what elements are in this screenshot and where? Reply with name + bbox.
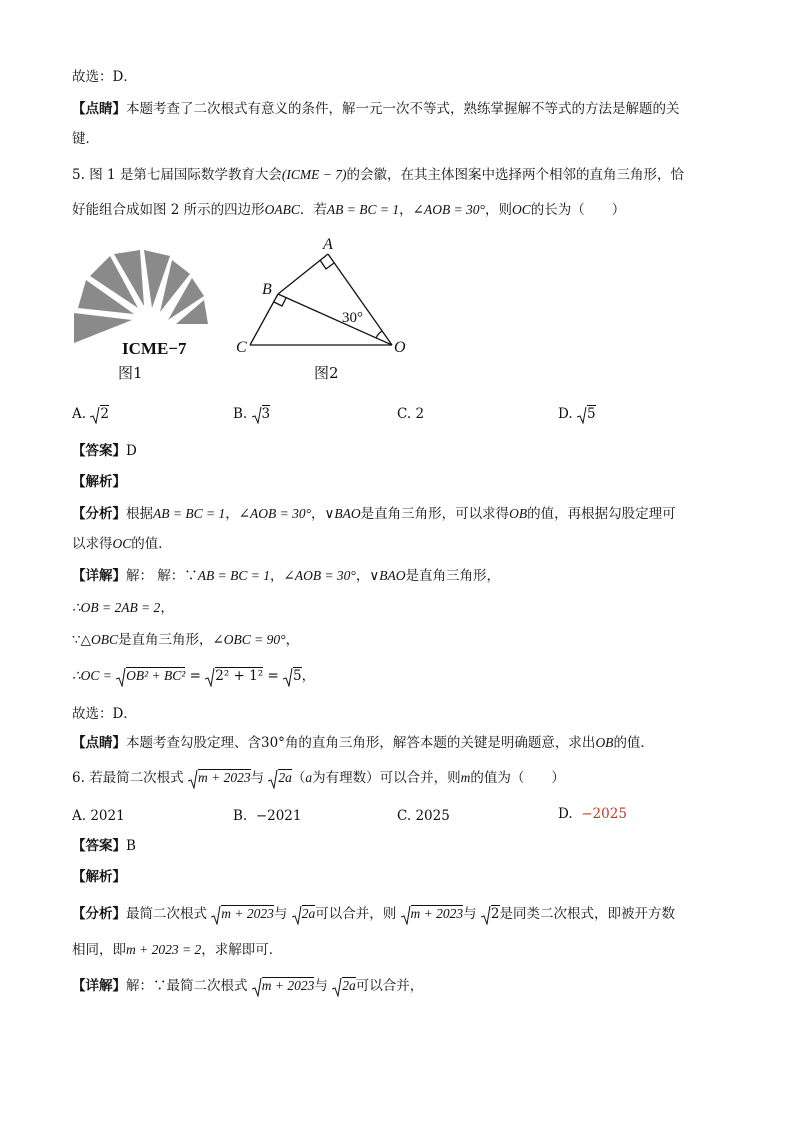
option-a-value: 2021 (90, 808, 125, 824)
option-d-value: −2025 (581, 806, 627, 822)
math: a (305, 770, 313, 785)
option-d-label: D. (558, 806, 573, 822)
math: ∠AOB = 30° (283, 568, 356, 583)
text: 是直角三角形，可以求得 (360, 506, 510, 522)
text: ， (270, 568, 284, 584)
text: 是同类二次根式，即被开方数 (499, 906, 675, 922)
radicand: 5 (293, 668, 302, 684)
sqrt-sign-icon (252, 977, 262, 997)
radicand: 2a (301, 906, 316, 921)
option-b-radicand: 3 (261, 406, 271, 422)
q6-number: 6. (72, 770, 85, 786)
q5-stem-line-2 (72, 200, 625, 220)
text: ， (160, 600, 174, 616)
option-d-radicand: 5 (586, 406, 596, 422)
text: 与 (273, 906, 288, 922)
q5-option-c[interactable] (397, 404, 424, 424)
text: 相同，即 (72, 942, 126, 958)
sqrt-sign-icon (116, 667, 126, 687)
q5-fenxi-line-2 (72, 534, 172, 554)
q6-option-a[interactable] (72, 806, 125, 826)
text: 解： 解：∵ (126, 568, 198, 584)
math: OB (509, 506, 528, 521)
text: 以求得 (72, 536, 113, 552)
sqrt-sign-icon (283, 667, 293, 687)
q6-fenxi-line-1 (72, 904, 675, 925)
q5-option-d[interactable] (558, 404, 596, 424)
q5-option-a[interactable] (72, 404, 109, 424)
vertex-b-label: B (262, 281, 272, 298)
math: OB (595, 735, 614, 750)
q5-comment-line (72, 733, 654, 753)
radicand: 2a (278, 770, 292, 785)
sqrt-sign-icon (577, 406, 587, 424)
option-c-value: 2 (415, 406, 425, 422)
answer-tag: 【答案】 (72, 443, 126, 459)
q5-step-2 (72, 598, 174, 618)
q5-stem-math: ∠AOB = 30° (412, 202, 485, 217)
q5-analysis-heading (72, 472, 126, 492)
q6-option-b[interactable] (233, 806, 301, 826)
comment-text: 本题考查了二次根式有意义的条件，解一元一次不等式，熟练掌握解不等式的方法是解题的关 (126, 101, 680, 117)
fenxi-tag: 【分析】 (72, 906, 126, 922)
detail-tag: 【详解】 (72, 978, 126, 994)
fenxi-tag: 【分析】 (72, 506, 126, 522)
q6-option-d[interactable] (558, 804, 627, 824)
q5-answer-line (72, 441, 137, 461)
math: AB = BC = 1 (153, 506, 226, 521)
q5-stem-text: 的长为（ ） (530, 202, 626, 218)
edge-cb (250, 294, 278, 345)
text: 根据 (126, 506, 153, 522)
q6-stem-line (72, 768, 565, 789)
math: ∨BAO (369, 568, 406, 583)
text: ， (355, 568, 370, 584)
sqrt-sign-icon (332, 977, 342, 997)
text: 角的直角三角形，解答本题的关键是明确题意，求出 (284, 735, 596, 751)
math: ∠AOB = 30° (238, 506, 312, 521)
q5-conclusion: 故选：D． (72, 706, 137, 722)
math: OC (112, 536, 132, 551)
q5-detail-line-1 (72, 566, 500, 586)
radicand: 2 (490, 906, 500, 922)
vertex-a-label: A (323, 236, 333, 253)
q5-answer: D (126, 443, 137, 459)
radicand: m + 2023 (197, 770, 251, 785)
q5-number: 5. (72, 167, 85, 183)
math: ∨BAO (324, 506, 361, 521)
text: 可以合并，则 (315, 906, 397, 922)
math: OBC (90, 632, 118, 647)
comment-tag: 【点睛】 (72, 101, 126, 117)
text: 若最简二次根式 (89, 770, 184, 786)
text: ∵△ (72, 632, 91, 648)
option-a-label: A. (72, 808, 87, 824)
analysis-tag: 【解析】 (72, 474, 126, 490)
radicand: 2² + 1² (215, 668, 264, 684)
q5-stem-text: ．若 (299, 202, 327, 218)
q5-stem-math: (ICME − 7) (281, 167, 347, 182)
prev-answer-line: 故选：D． (72, 69, 137, 85)
sqrt-sign-icon (292, 905, 302, 925)
text: ， (285, 632, 300, 648)
quadrilateral-figure (230, 232, 420, 357)
q6-answer: B (126, 838, 136, 854)
prev-comment-line-2: 键． (72, 131, 99, 147)
q5-stem-text: 的会徽，在其主体图案中选择两个相邻的直角三角形，恰 (346, 167, 684, 183)
sqrt-sign-icon (481, 905, 491, 925)
sqrt-sign-icon (401, 905, 411, 925)
text: 是直角三角形， (117, 632, 213, 648)
figure-2-caption: 图2 (314, 364, 339, 382)
text: 的值． (613, 735, 654, 751)
text: ， (301, 668, 316, 684)
option-a-label: A. (72, 406, 87, 422)
text: 是直角三角形， (405, 568, 500, 584)
detail-tag: 【详解】 (72, 568, 126, 584)
sqrt-sign-icon (90, 406, 100, 424)
icme7-logo-triangles (74, 250, 208, 343)
text: （ (291, 770, 306, 786)
text: 解：∵最简二次根式 (126, 978, 248, 994)
angle-arc-o (376, 331, 382, 338)
q5-fenxi-line-1 (72, 504, 676, 524)
q6-option-c[interactable] (397, 806, 450, 826)
vertex-o-label: O (394, 339, 406, 356)
radicand: m + 2023 (261, 978, 315, 993)
text: 可以合并， (355, 978, 424, 994)
option-c-value: 2025 (415, 808, 450, 824)
math: ∠OBC = 90° (212, 632, 286, 647)
option-c-label: C. (397, 406, 412, 422)
text: 为有理数）可以合并，则 (312, 770, 461, 786)
q5-option-b[interactable] (233, 404, 270, 424)
sqrt-sign-icon (252, 406, 262, 424)
text: 的值． (131, 536, 172, 552)
sqrt-sign-icon (211, 905, 221, 925)
math: 30° (261, 735, 285, 751)
radicand: OB² + BC² (126, 668, 186, 683)
text: = (267, 668, 279, 684)
icme7-logo-figure (72, 248, 212, 360)
sqrt-sign-icon (205, 667, 215, 687)
prev-comment-line-1 (72, 99, 680, 119)
text: 的值为（ ） (470, 770, 565, 786)
q5-step-4 (72, 666, 315, 687)
sqrt-sign-icon (188, 769, 198, 789)
q5-stem-math: AB = BC = 1 (326, 202, 400, 217)
option-b-value: −2021 (255, 808, 302, 824)
q6-answer-line (72, 836, 136, 856)
text: 的值，再根据勾股定理可 (527, 506, 676, 522)
math: ∴OC = (72, 668, 112, 683)
edge-bo (278, 294, 392, 345)
text: = (189, 668, 201, 684)
right-angle-a (320, 260, 334, 269)
answer-tag: 【答案】 (72, 838, 126, 854)
q5-stem-text: 好能组合成如图 2 所示的四边形 (72, 202, 265, 218)
q5-stem-math: OABC (264, 202, 300, 217)
radicand: m + 2023 (221, 906, 274, 921)
math: m + 2023 = 2 (126, 942, 202, 957)
figure-1-caption: 图1 (118, 364, 143, 382)
math: AB = BC = 1 (197, 568, 271, 583)
text: 与 (314, 978, 328, 994)
option-a-radicand: 2 (100, 406, 109, 422)
text: 与 (463, 906, 477, 922)
option-b-label: B. (233, 808, 248, 824)
q5-stem-text: ，则 (484, 202, 512, 218)
icme7-logo-label: ICME−7 (122, 339, 187, 358)
comment-tag: 【点睛】 (72, 735, 126, 751)
math: ∴OB = 2AB = 2 (72, 600, 161, 615)
option-b-label: B. (233, 406, 248, 422)
math: m (460, 770, 471, 785)
radicand: 2a (342, 978, 356, 993)
q6-analysis-heading (72, 867, 126, 887)
sqrt-sign-icon (268, 769, 278, 789)
q5-stem-line-1 (72, 165, 684, 185)
text: ， (225, 506, 239, 522)
text: 最简二次根式 (126, 906, 207, 922)
analysis-tag: 【解析】 (72, 869, 126, 885)
q5-stem-math: OC (511, 202, 531, 217)
option-c-label: C. (397, 808, 412, 824)
text: ，求解即可． (201, 942, 283, 958)
q6-detail-line (72, 976, 423, 997)
q5-stem-text: ， (399, 202, 413, 218)
q5-stem-text: 图 1 是第七届国际数学教育大会 (89, 167, 282, 183)
vertex-c-label: C (236, 339, 247, 356)
text: ， (311, 506, 325, 522)
option-d-label: D. (558, 406, 573, 422)
angle-30-label: 30° (342, 310, 363, 326)
text: 本题考查勾股定理、含 (126, 735, 261, 751)
q5-step-3 (72, 630, 299, 650)
q6-fenxi-line-2 (72, 940, 282, 960)
text: 与 (250, 770, 265, 786)
radicand: m + 2023 (410, 906, 464, 921)
